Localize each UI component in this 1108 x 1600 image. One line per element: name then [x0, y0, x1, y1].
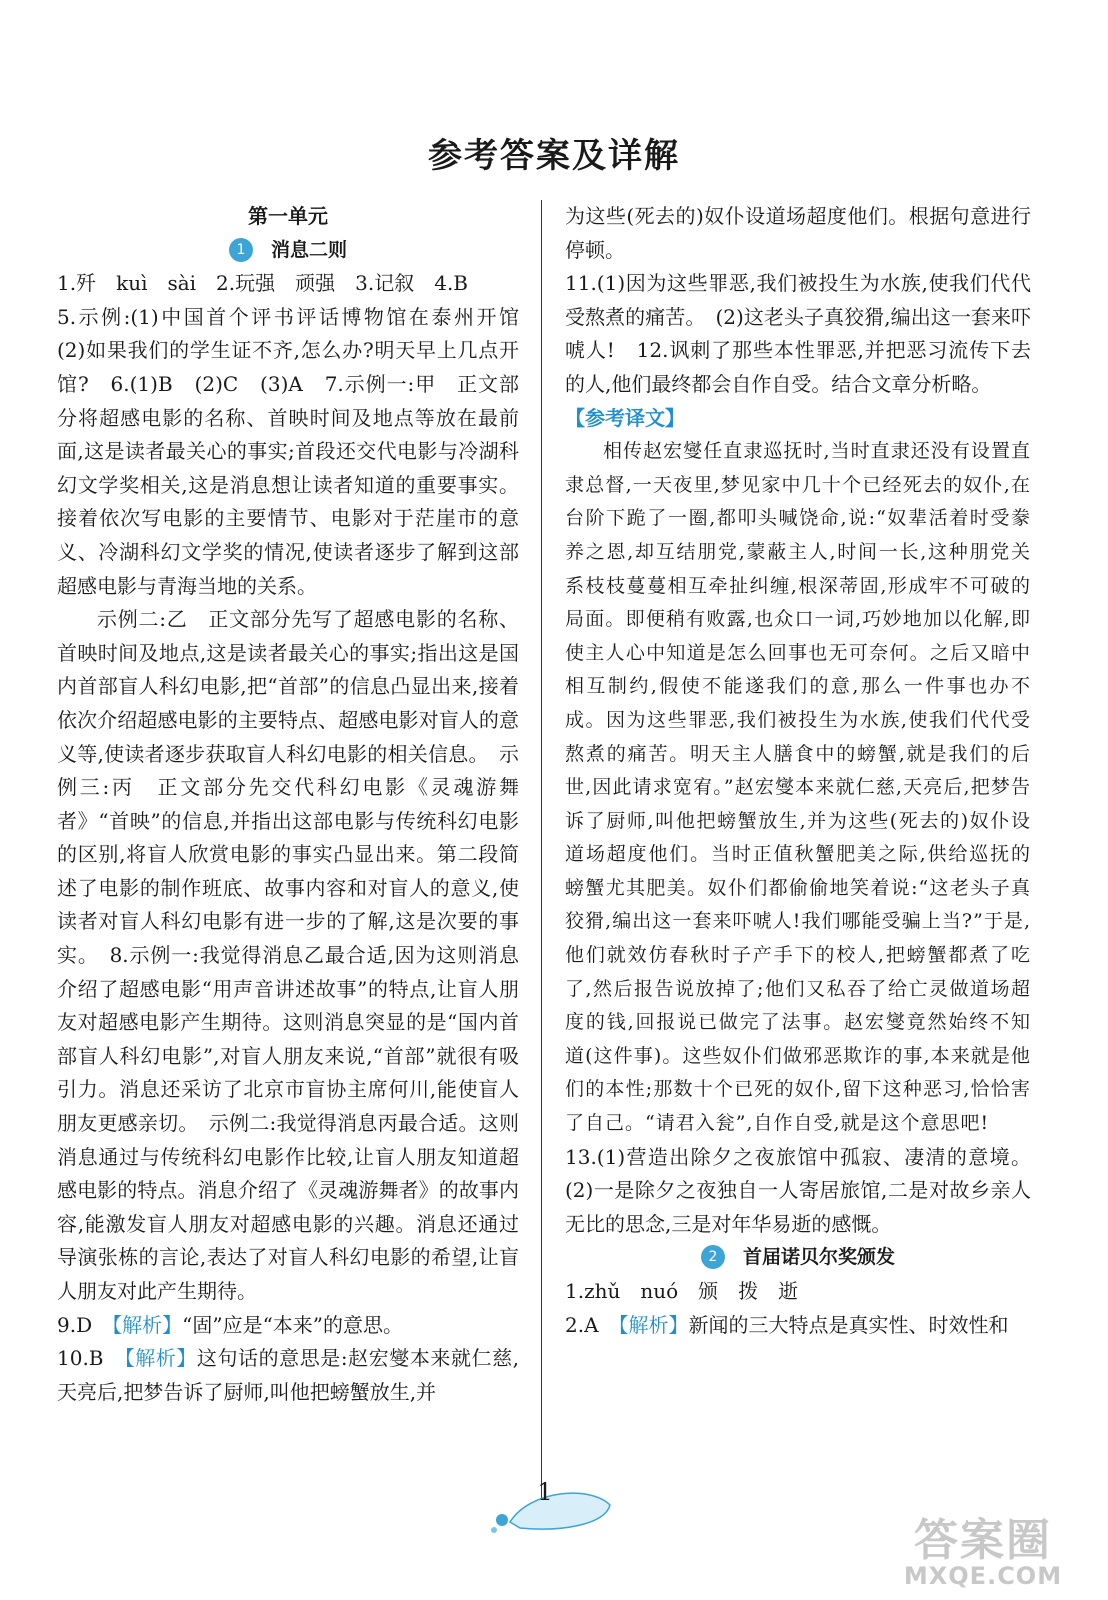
reference-translation: 相传赵宏燮任直隶巡抚时,当时直隶还没有设置直隶总督,一天夜里,梦见家中几十个已经死去的奴仆,在台阶下跪了一圈,都叩头喊饶命,说:“奴辈活着时受豢养之恩,却互结朋党,蒙蔽主人,时间一长,这种朋党关系枝枝蔓蔓相互牵扯纠缠,根深蒂固,形成牢不可破的局面。即便稍有败露,也众口一词,巧妙地加以化解,即使主人心中知道是怎么回事也无可奈何。之后又暗中相互制约,假使不能遂我们的意,那么一件事也办不成。因为这些罪恶,我们被投生为水族,使我们代代受熬煮的痛苦。明天主人膳食中的螃蟹,就是我们的后世,因此请求宽宥。”赵宏燮本来就仁慈,天亮后,把梦告诉了厨师,叫他把螃蟹放生,并为这些(死去的)奴仆设道场超度他们。当时正值秋蟹肥美之际,供给巡抚的螃蟹尤其肥美。奴仆们都偷偷地笑着说:“这老头子真狡猾,编出这一套来吓唬人!我们哪能受骗上当?”于是,他们就效仿春秋时子产手下的校人,把螃蟹都煮了吃了,然后报告说放掉了;他们又私吞了给亡灵做道场超度的钱,回报说已做完了法事。赵宏燮竟然始终不知道(这件事)。这些奴仆们做邪恶欺诈的事,本来就是他们的本性;那数十个已死的奴仆,留下这种恶习,恰恰害了自己。“请君入瓮”,自作自受,就是这个意思吧!: [565, 440, 1031, 1135]
answer-paragraph: 为这些(死去的)奴仆设道场超度他们。根据句意进行停顿。: [565, 204, 1031, 262]
page-title: 参考答案及详解: [428, 136, 680, 176]
page-number: 1: [537, 1478, 553, 1506]
snowflake-icon: [496, 1514, 508, 1526]
lesson-number-badge: 2: [701, 1245, 725, 1269]
lesson-1-heading: [57, 234, 519, 268]
watermark: 答案圈 MXQE.COM: [903, 1515, 1063, 1590]
lesson-1-title: 消息二则: [270, 238, 347, 261]
answer-q9: 9.D 【解析】“固”应是“本来”的意思。: [57, 1312, 404, 1337]
answer-paragraph: 示例二:乙 正文部分先写了超感电影的名称、首映时间及地点,这是读者最关心的事实;指出这是国内首部盲人科幻电影,把“首部”的信息凸显出来,接着依次介绍超感电影的主要特点、超感电影对盲人的意义等,使读者逐步获取盲人科幻电影的相关信息。 示例三:丙 正文部分先交代科幻电影《灵魂游舞者》“首映”的信息,并指出这部电影与传统科幻电影的区别,将盲人欣赏电影的事实凸显出来。第二段简述了电影的制作班底、故事内容和对盲人的意义,使读者对盲人科幻电影有进一步的了解,这是次要的事实。 8.示例一:我觉得消息乙最合适,因为这则消息介绍了超感电影“用声音讲述故事”的特点,让盲人朋友对超感电影产生期待。这则消息突显的是“国内首部盲人科幻电影”,对盲人朋友来说,“首部”就很有吸引力。消息还采访了北京市盲协主席何川,能使盲人朋友更感亲切。 示例二:我觉得消息丙最合适。这则消息通过与传统科幻电影作比较,让盲人朋友知道超感电影的特点。消息介绍了《灵魂游舞者》的故事内容,能激发盲人朋友对超感电影的兴趣。消息还通过导演张栋的言论,表达了对盲人科幻电影的希望,让盲人朋友对此产生期待。: [57, 607, 519, 1303]
answer-paragraph: 1.歼 kuì sài 2.玩强 顽强 3.记叙 4.B: [57, 271, 469, 296]
left-column: [57, 200, 539, 1409]
answer-q10: 10.B 【解析】这句话的意思是:赵宏燮本来就仁慈,天亮后,把梦告诉了厨师,叫他把螃蟹放生,并: [57, 1346, 519, 1404]
answer-paragraph: 2.A 【解析】新闻的三大特点是真实性、时效性和: [565, 1312, 1009, 1337]
right-column: [565, 200, 1031, 1342]
lesson-number-badge: 1: [229, 238, 253, 262]
answer-paragraph: 1.zhǔ nuó 颁 拨 逝: [565, 1279, 799, 1303]
answer-q13: 13.(1)营造出除夕之夜旅馆中孤寂、凄清的意境。(2)一是除夕之夜独自一人寄居旅馆,二是对故乡亲人无比的思念,三是对年华易逝的感慨。: [565, 1144, 1031, 1236]
analysis-tag: 【解析】: [124, 1346, 197, 1371]
answer-paragraph: 5.示例:(1)中国首个评书评话博物馆在泰州开馆 (2)如果我们的学生证不齐,怎么办?明天早上几点开馆? 6.(1)B (2)C (3)A 7.示例一:甲 正文部分将超感电影的名称、首映时间及地点等放在最前面,这是读者最关心的事实;首段还交代电影与冷湖科幻文学奖相关,这是消息想让读者知道的重要事实。接着依次写电影的主要情节、电影对于茫崖市的意义、冷湖科幻文学奖的情况,使读者逐步了解到这部超感电影与青海当地的关系。: [57, 304, 539, 598]
unit-heading: 第一单元: [248, 204, 328, 228]
analysis-tag: 【解析】: [618, 1312, 689, 1337]
lesson-2-title: 首届诺贝尔奖颁发: [742, 1246, 895, 1269]
answer-q11-q12: 11.(1)因为这些罪恶,我们被投生为水族,使我们代代受熬煮的痛苦。 (2)这老头子真狡猾,编出这一套来吓唬人! 12.讽刺了那些本性罪恶,并把恶习流传下去的人,他们最终都会自作自受。结合文章分析略。: [565, 271, 1031, 396]
reference-translation-tag: 【参考译文】: [565, 405, 685, 430]
lesson-2-heading: [565, 1241, 1031, 1275]
column-divider: [541, 200, 542, 1505]
analysis-tag: 【解析】: [112, 1312, 183, 1337]
